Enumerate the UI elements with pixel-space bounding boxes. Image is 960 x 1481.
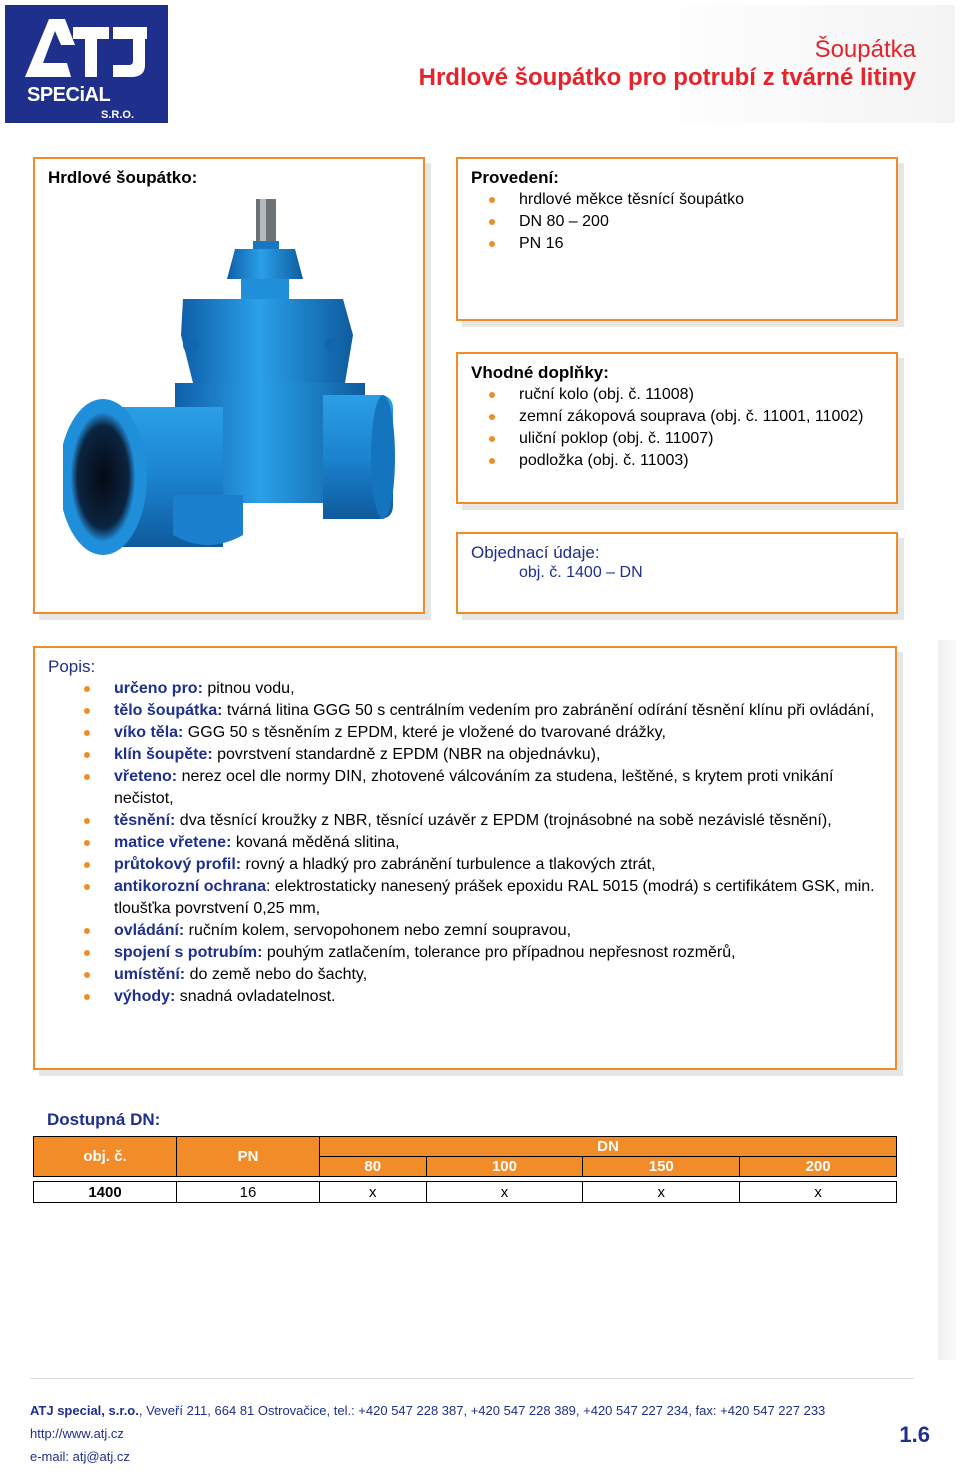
col-header-pn: PN (177, 1137, 320, 1177)
popis-item-text: ručním kolem, servopohonem nebo zemní soupravou, (184, 922, 572, 939)
popis-item (48, 832, 878, 854)
popis-item (48, 722, 878, 744)
popis-item-label: vřeteno: (114, 768, 178, 785)
dn-value-cell: 150 (583, 1157, 740, 1177)
provedeni-box (456, 157, 898, 321)
popis-item-label: průtokový profil: (114, 856, 242, 873)
popis-item (48, 986, 878, 1008)
footer-contact (30, 1403, 825, 1418)
atj-logo-icon (5, 5, 168, 123)
list-item: uliční poklop (obj. č. 11007) (471, 428, 871, 450)
list-item: PN 16 (471, 233, 881, 255)
dn-table (33, 1136, 897, 1203)
popis-item-text: do země nebo do šachty, (185, 966, 368, 983)
popis-item-label: matice vřetene: (114, 834, 232, 851)
popis-item-text: povrstvení standardně z EPDM (NBR na objednávku), (212, 746, 601, 763)
row-obj: 1400 (34, 1182, 177, 1203)
page-product-title: Hrdlové šoupátko pro potrubí z tvárné litiny (418, 64, 916, 91)
popis-heading: Popis: (48, 657, 96, 676)
popis-item-label: těsnění: (114, 812, 176, 829)
gate-valve-image (63, 195, 403, 605)
popis-box (33, 646, 897, 1070)
popis-item-text: snadná ovladatelnost. (175, 988, 336, 1005)
popis-item-text: : elektrostaticky nanesený prášek epoxidu RAL 5015 (modrá) s certifikátem GSK, min. tloušťka povrstvení 0,25 mm, (114, 878, 875, 917)
row-pn: 16 (177, 1182, 320, 1203)
popis-item (48, 810, 878, 832)
popis-list (48, 678, 878, 1008)
popis-item (48, 854, 878, 876)
provedeni-heading: Provedení: (471, 168, 559, 187)
popis-item (48, 678, 878, 700)
footer-divider (30, 1378, 914, 1379)
col-header-obj: obj. č. (34, 1137, 177, 1177)
footer-company: ATJ special, s.r.o. (30, 1403, 139, 1418)
footer-address: , Veveří 211, 664 81 Ostrovačice, tel.: +420 547 228 387, +420 547 228 389, +420 547 227 234, fax: +420 547 227 233 (138, 1403, 826, 1418)
page-category-title: Šoupátka (814, 36, 916, 63)
doplnky-box (456, 352, 898, 504)
footer-email-link[interactable]: e-mail: atj@atj.cz (30, 1449, 130, 1464)
list-item: podložka (obj. č. 11003) (471, 450, 871, 472)
row-cell: x (740, 1182, 897, 1203)
list-item: DN 80 – 200 (471, 211, 881, 233)
popis-item (48, 920, 878, 942)
row-cell: x (583, 1182, 740, 1203)
popis-item (48, 744, 878, 766)
popis-item (48, 700, 878, 722)
popis-item (48, 876, 878, 920)
order-number: obj. č. 1400 – DN (519, 564, 643, 581)
list-item: zemní zákopová souprava (obj. č. 11001, 11002) (471, 406, 871, 428)
popis-item-text: tvárná litina GGG 50 s centrálním vedením pro zabránění odírání těsnění klínu při ovládání, (222, 702, 875, 719)
popis-item-text: pitnou vodu, (202, 680, 295, 697)
popis-item-label: víko těla: (114, 724, 184, 741)
svg-text:SPECiAL: SPECiAL (27, 84, 111, 106)
svg-text:S.R.O.: S.R.O. (101, 109, 135, 121)
popis-item-label: klín šoupěte: (114, 746, 213, 763)
popis-item-text: pouhým zatlačením, tolerance pro případnou nepřesnost rozměrů, (262, 944, 736, 961)
product-box (33, 157, 425, 614)
objednaci-heading: Objednací údaje: (471, 543, 600, 562)
dostupna-heading: Dostupná DN: (47, 1110, 161, 1129)
col-header-dn: DN (320, 1137, 897, 1157)
row-cell: x (426, 1182, 583, 1203)
popis-item (48, 766, 878, 810)
objednaci-box (456, 532, 898, 614)
dn-value-cell: 200 (740, 1157, 897, 1177)
popis-item-label: určeno pro: (114, 680, 203, 697)
popis-item-label: antikorozní ochrana (114, 878, 267, 895)
company-logo (5, 5, 168, 123)
provedeni-list (471, 189, 881, 255)
popis-item-text: GGG 50 s těsněním z EPDM, které je vložené do tvarované drážky, (183, 724, 666, 741)
popis-item-label: umístění: (114, 966, 186, 983)
popis-item-text: kovaná měděná slitina, (231, 834, 400, 851)
popis-item-label: tělo šoupátka: (114, 702, 223, 719)
popis-item-label: spojení s potrubím: (114, 944, 263, 961)
popis-item-text: nerez ocel dle normy DIN, zhotovené válcováním za studena, leštěné, s krytem proti vnikání nečistot, (114, 768, 834, 807)
page-number: 1.6 (899, 1422, 930, 1447)
doplnky-list (471, 384, 871, 472)
popis-item (48, 964, 878, 986)
row-cell: x (320, 1182, 427, 1203)
popis-item-text: dva těsnící kroužky z NBR, těsnící uzávěr z EPDM (trojnásobné na sobě nezávislé těsnění), (175, 812, 832, 829)
list-item: hrdlové měkce těsnící šoupátko (471, 189, 881, 211)
dn-value-cell: 80 (320, 1157, 427, 1177)
table-row (34, 1182, 897, 1203)
list-item: ruční kolo (obj. č. 11008) (471, 384, 871, 406)
popis-item-label: ovládání: (114, 922, 185, 939)
page-edge-shadow (938, 640, 956, 1360)
popis-item-label: výhody: (114, 988, 176, 1005)
doplnky-heading: Vhodné doplňky: (471, 363, 609, 382)
footer-web-link[interactable]: http://www.atj.cz (30, 1426, 124, 1441)
popis-item (48, 942, 878, 964)
product-heading: Hrdlové šoupátko: (48, 168, 198, 187)
popis-item-text: rovný a hladký pro zabránění turbulence a tlakových ztrát, (241, 856, 656, 873)
dn-value-cell: 100 (426, 1157, 583, 1177)
